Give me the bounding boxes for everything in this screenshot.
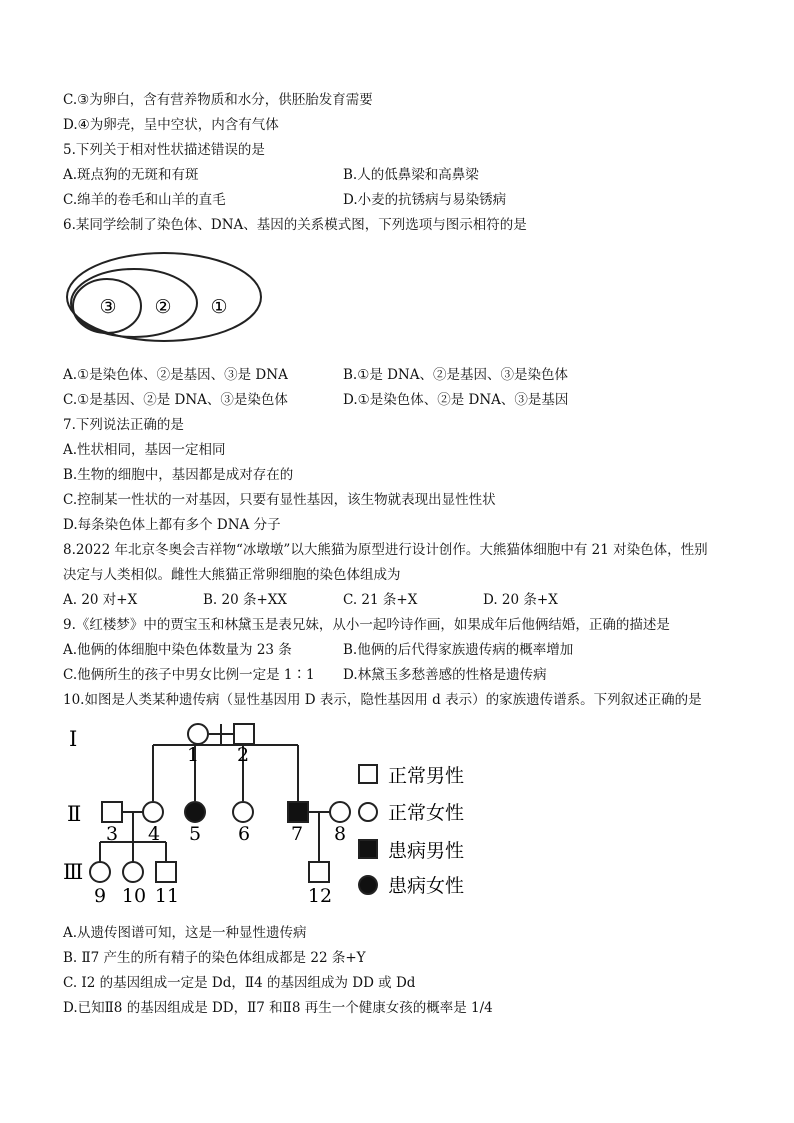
question-5: 5.下列关于相对性状描述错误的是 <box>63 142 265 158</box>
q7-option-a: A.性状相同，基因一定相同 <box>63 442 226 458</box>
question-8-line1: 8.2022 年北京冬奥会吉祥物“冰墩墩”以大熊猫为原型进行设计创作。大熊猫体细胞中有 21 对染色体，性别 <box>63 542 708 558</box>
individual-III11-normal-male <box>156 862 176 882</box>
question-10: 10.如图是人类某种遗传病（显性基因用 D 表示，隐性基因用 d 表示）的家族遗传谱系。下列叙述正确的是 <box>63 692 702 708</box>
q5-option-d: D.小麦的抗锈病与易染锈病 <box>343 192 507 208</box>
legend-normal-female-symbol <box>359 803 377 821</box>
legend-normal-male: 正常男性 <box>388 765 465 787</box>
number-8: 8 <box>333 823 347 845</box>
legend-normal-male-symbol <box>359 765 377 783</box>
individual-II6-normal-female <box>233 802 253 822</box>
q8-option-d: D. 20 条+X <box>483 592 558 608</box>
legend-affected-male-symbol <box>359 840 377 858</box>
label-3: ③ <box>99 296 117 318</box>
number-2: 2 <box>236 744 250 766</box>
number-6: 6 <box>237 823 251 845</box>
q8-option-b: B. 20 条+XX <box>203 592 288 608</box>
q5-option-c: C.绵羊的卷毛和山羊的直毛 <box>63 192 226 208</box>
chromosome-dna-gene-diagram <box>64 250 264 345</box>
q10-option-c: C. Ⅰ2 的基因组成一定是 Dd，Ⅱ4 的基因组成为 DD 或 Dd <box>63 975 416 991</box>
number-3: 3 <box>105 823 119 845</box>
individual-III12-normal-male <box>309 862 329 882</box>
number-12: 12 <box>307 885 333 907</box>
label-2: ② <box>154 296 172 318</box>
individual-I1-normal-female <box>188 724 208 744</box>
q6-option-d: D.①是染色体、②是 DNA、③是基因 <box>343 392 569 408</box>
pedigree-legend <box>359 765 464 897</box>
legend-affected-male: 患病男性 <box>388 840 465 862</box>
pedigree-chart <box>55 712 485 912</box>
individual-I2-normal-male <box>234 724 254 744</box>
question-9: 9.《红楼梦》中的贾宝玉和林黛玉是表兄妹，从小一起吟诗作画，如果成年后他俩结婚，正确的描述是 <box>63 617 670 633</box>
number-11: 11 <box>154 885 180 907</box>
legend-affected-female: 患病女性 <box>388 875 465 897</box>
number-5: 5 <box>188 823 202 845</box>
number-9: 9 <box>93 885 107 907</box>
q9-option-b: B.他俩的后代得家族遗传病的概率增加 <box>343 642 574 658</box>
individual-III10-normal-female <box>123 862 143 882</box>
q5-option-b: B.人的低鼻梁和高鼻梁 <box>343 167 479 183</box>
individual-II8-normal-female <box>330 802 350 822</box>
legend-affected-female-symbol <box>359 876 377 894</box>
individual-II3-normal-male <box>102 802 122 822</box>
generation-label-II: Ⅱ <box>67 802 82 826</box>
q7-option-b: B.生物的细胞中，基因都是成对存在的 <box>63 467 294 483</box>
q8-option-c: C. 21 条+X <box>343 592 418 608</box>
number-10: 10 <box>121 885 147 907</box>
question-7: 7.下列说法正确的是 <box>63 417 184 433</box>
individual-II5-affected-female <box>185 802 205 822</box>
question-6: 6.某同学绘制了染色体、DNA、基因的关系模式图，下列选项与图示相符的是 <box>63 217 527 233</box>
option-d-eggshell: D.④为卵壳，呈中空状，内含有气体 <box>63 117 279 133</box>
number-4: 4 <box>147 823 161 845</box>
label-1: ① <box>210 296 228 318</box>
legend-normal-female: 正常女性 <box>388 802 465 824</box>
q9-option-a: A.他俩的体细胞中染色体数量为 23 条 <box>63 642 292 658</box>
question-8-line2: 决定与人类相似。雌性大熊猫正常卵细胞的染色体组成为 <box>63 567 401 583</box>
q5-option-a: A.斑点狗的无斑和有斑 <box>63 167 199 183</box>
option-c-egg-white: C.③为卵白，含有营养物质和水分，供胚胎发育需要 <box>63 92 373 108</box>
number-7: 7 <box>290 823 304 845</box>
q7-option-c: C.控制某一性状的一对基因，只要有显性基因，该生物就表现出显性性状 <box>63 492 496 508</box>
q10-option-d: D.已知Ⅱ8 的基因组成是 DD，Ⅱ7 和Ⅱ8 再生一个健康女孩的概率是 1/4 <box>63 1000 493 1016</box>
q9-option-c: C.他俩所生的孩子中男女比例一定是 1∶1 <box>63 667 315 683</box>
q8-option-a: A. 20 对+X <box>63 592 138 608</box>
q10-option-a: A.从遗传图谱可知，这是一种显性遗传病 <box>63 925 307 941</box>
generation-label-III: Ⅲ <box>63 860 84 884</box>
q10-option-b: B. Ⅱ7 产生的所有精子的染色体组成都是 22 条+Y <box>63 950 366 966</box>
individual-II4-normal-female <box>143 802 163 822</box>
generation-label-I: Ⅰ <box>69 727 78 751</box>
q9-option-d: D.林黛玉多愁善感的性格是遗传病 <box>343 667 547 683</box>
q6-option-c: C.①是基因、②是 DNA、③是染色体 <box>63 392 288 408</box>
number-1: 1 <box>186 744 200 766</box>
individual-II7-affected-male <box>288 802 308 822</box>
individual-III9-normal-female <box>90 862 110 882</box>
q6-option-b: B.①是 DNA、②是基因、③是染色体 <box>343 367 568 383</box>
q7-option-d: D.每条染色体上都有多个 DNA 分子 <box>63 517 281 533</box>
q6-option-a: A.①是染色体、②是基因、③是 DNA <box>63 367 288 383</box>
middle-ellipse <box>71 269 197 337</box>
